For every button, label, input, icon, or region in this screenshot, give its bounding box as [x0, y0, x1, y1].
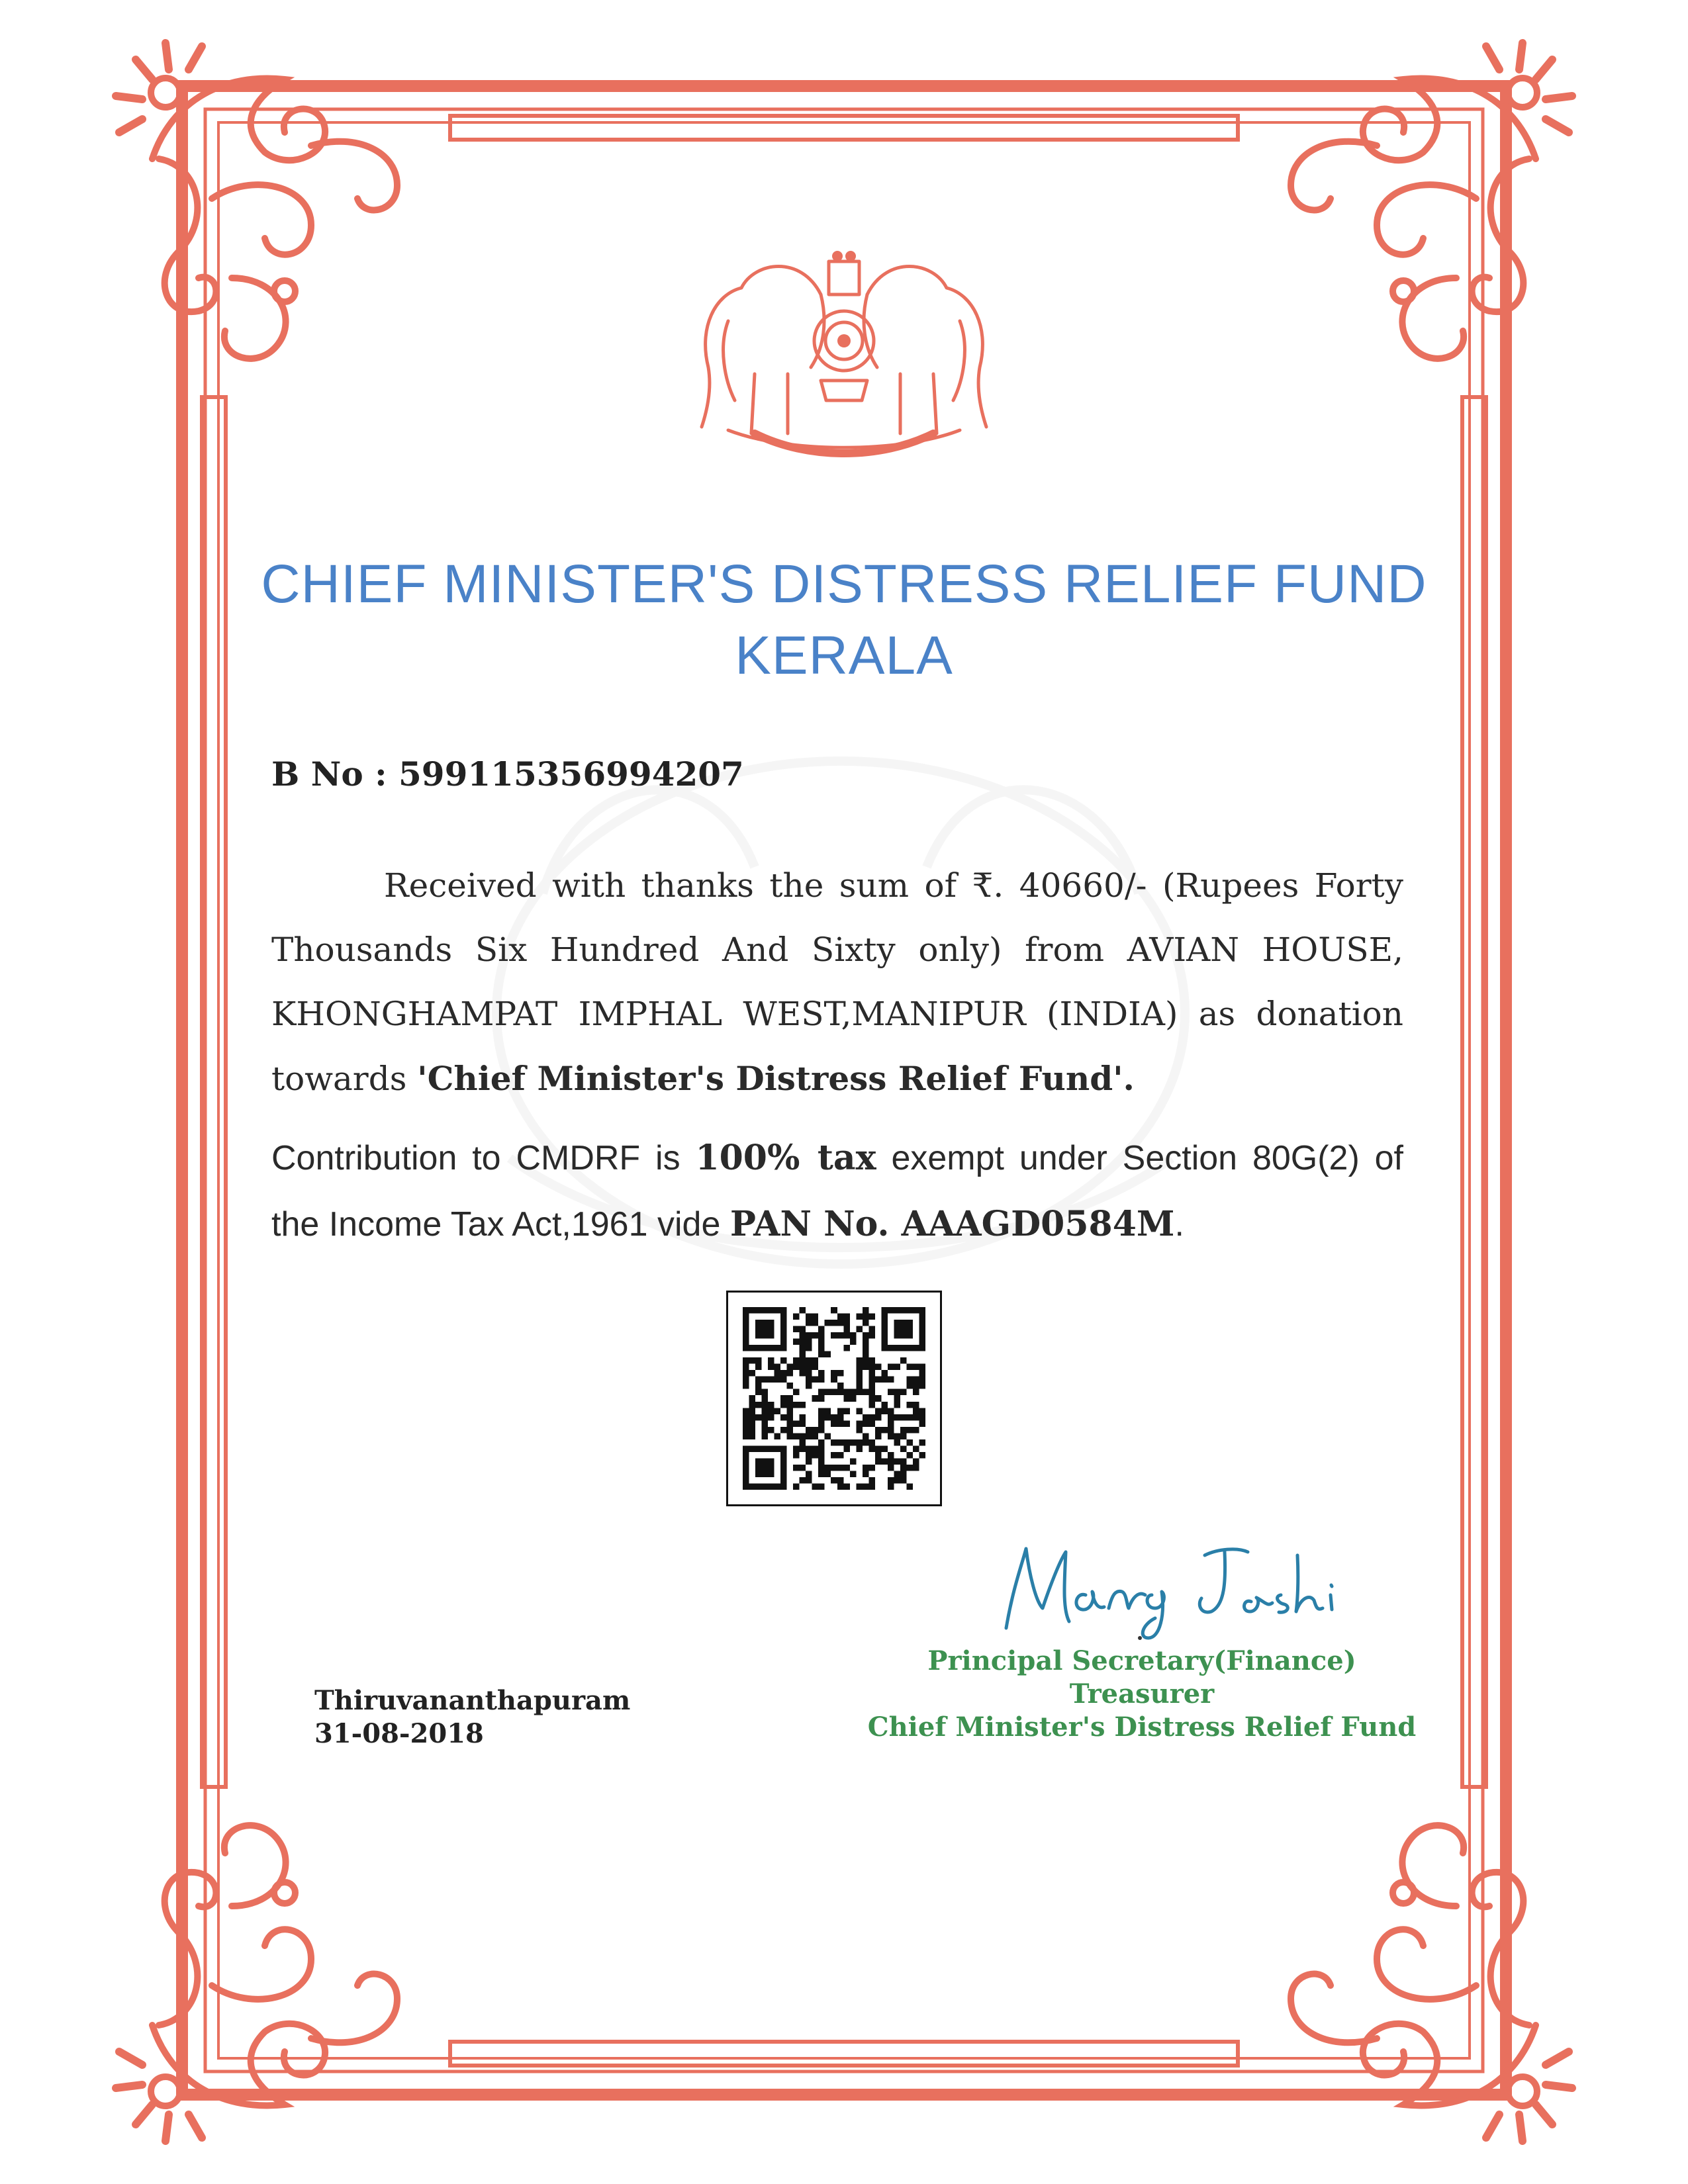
issue-date: 31-08-2018	[314, 1718, 484, 1749]
tax-text-b: exempt under Section 80G(2) of the Income Tax Act,1961 vide	[271, 1139, 1404, 1244]
tax-exemption-note	[271, 1125, 1403, 1257]
qr-code	[726, 1291, 942, 1506]
receipt-number-label: B No :	[271, 754, 399, 794]
acknowledgement-text: Received with thanks the sum of ₹. 40660/- (Rupees Forty Thousands Six Hundred And Sixty only) from AVIAN HOUSE, KHONGHAMPAT IMPHAL WEST,MANIPUR (INDIA) as donation towards	[271, 866, 1403, 1098]
signatory-fund: Chief Minister's Distress Relief Fund	[867, 1711, 1417, 1743]
tax-percent-bold: 100% tax	[695, 1138, 876, 1178]
signature-mark	[986, 1529, 1357, 1641]
fund-subtitle-kerala: KERALA	[735, 625, 953, 686]
issue-place: Thiruvananthapuram	[314, 1685, 631, 1716]
receipt-number-value: 599115356994207	[399, 754, 744, 794]
receipt-acknowledgement	[271, 854, 1403, 1111]
tax-text-end: .	[1174, 1205, 1184, 1244]
fund-title: CHIEF MINISTER'S DISTRESS RELIEF FUND	[261, 554, 1427, 614]
acknowledgement-end: .	[1123, 1059, 1135, 1098]
fund-name-bold: 'Chief Minister's Distress Relief Fund'	[417, 1059, 1123, 1098]
issue-place-date	[314, 1684, 630, 1751]
receipt-number	[271, 754, 744, 794]
kerala-emblem-icon	[688, 242, 1000, 460]
signatory-block	[861, 1645, 1423, 1744]
pan-number-bold: PAN No. AAAGD0584M	[729, 1204, 1175, 1244]
qr-code-icon	[743, 1307, 925, 1490]
tax-text-a: Contribution to CMDRF is	[271, 1139, 696, 1177]
signatory-role: Treasurer	[1069, 1678, 1215, 1709]
signatory-title: Principal Secretary(Finance)	[927, 1645, 1356, 1676]
